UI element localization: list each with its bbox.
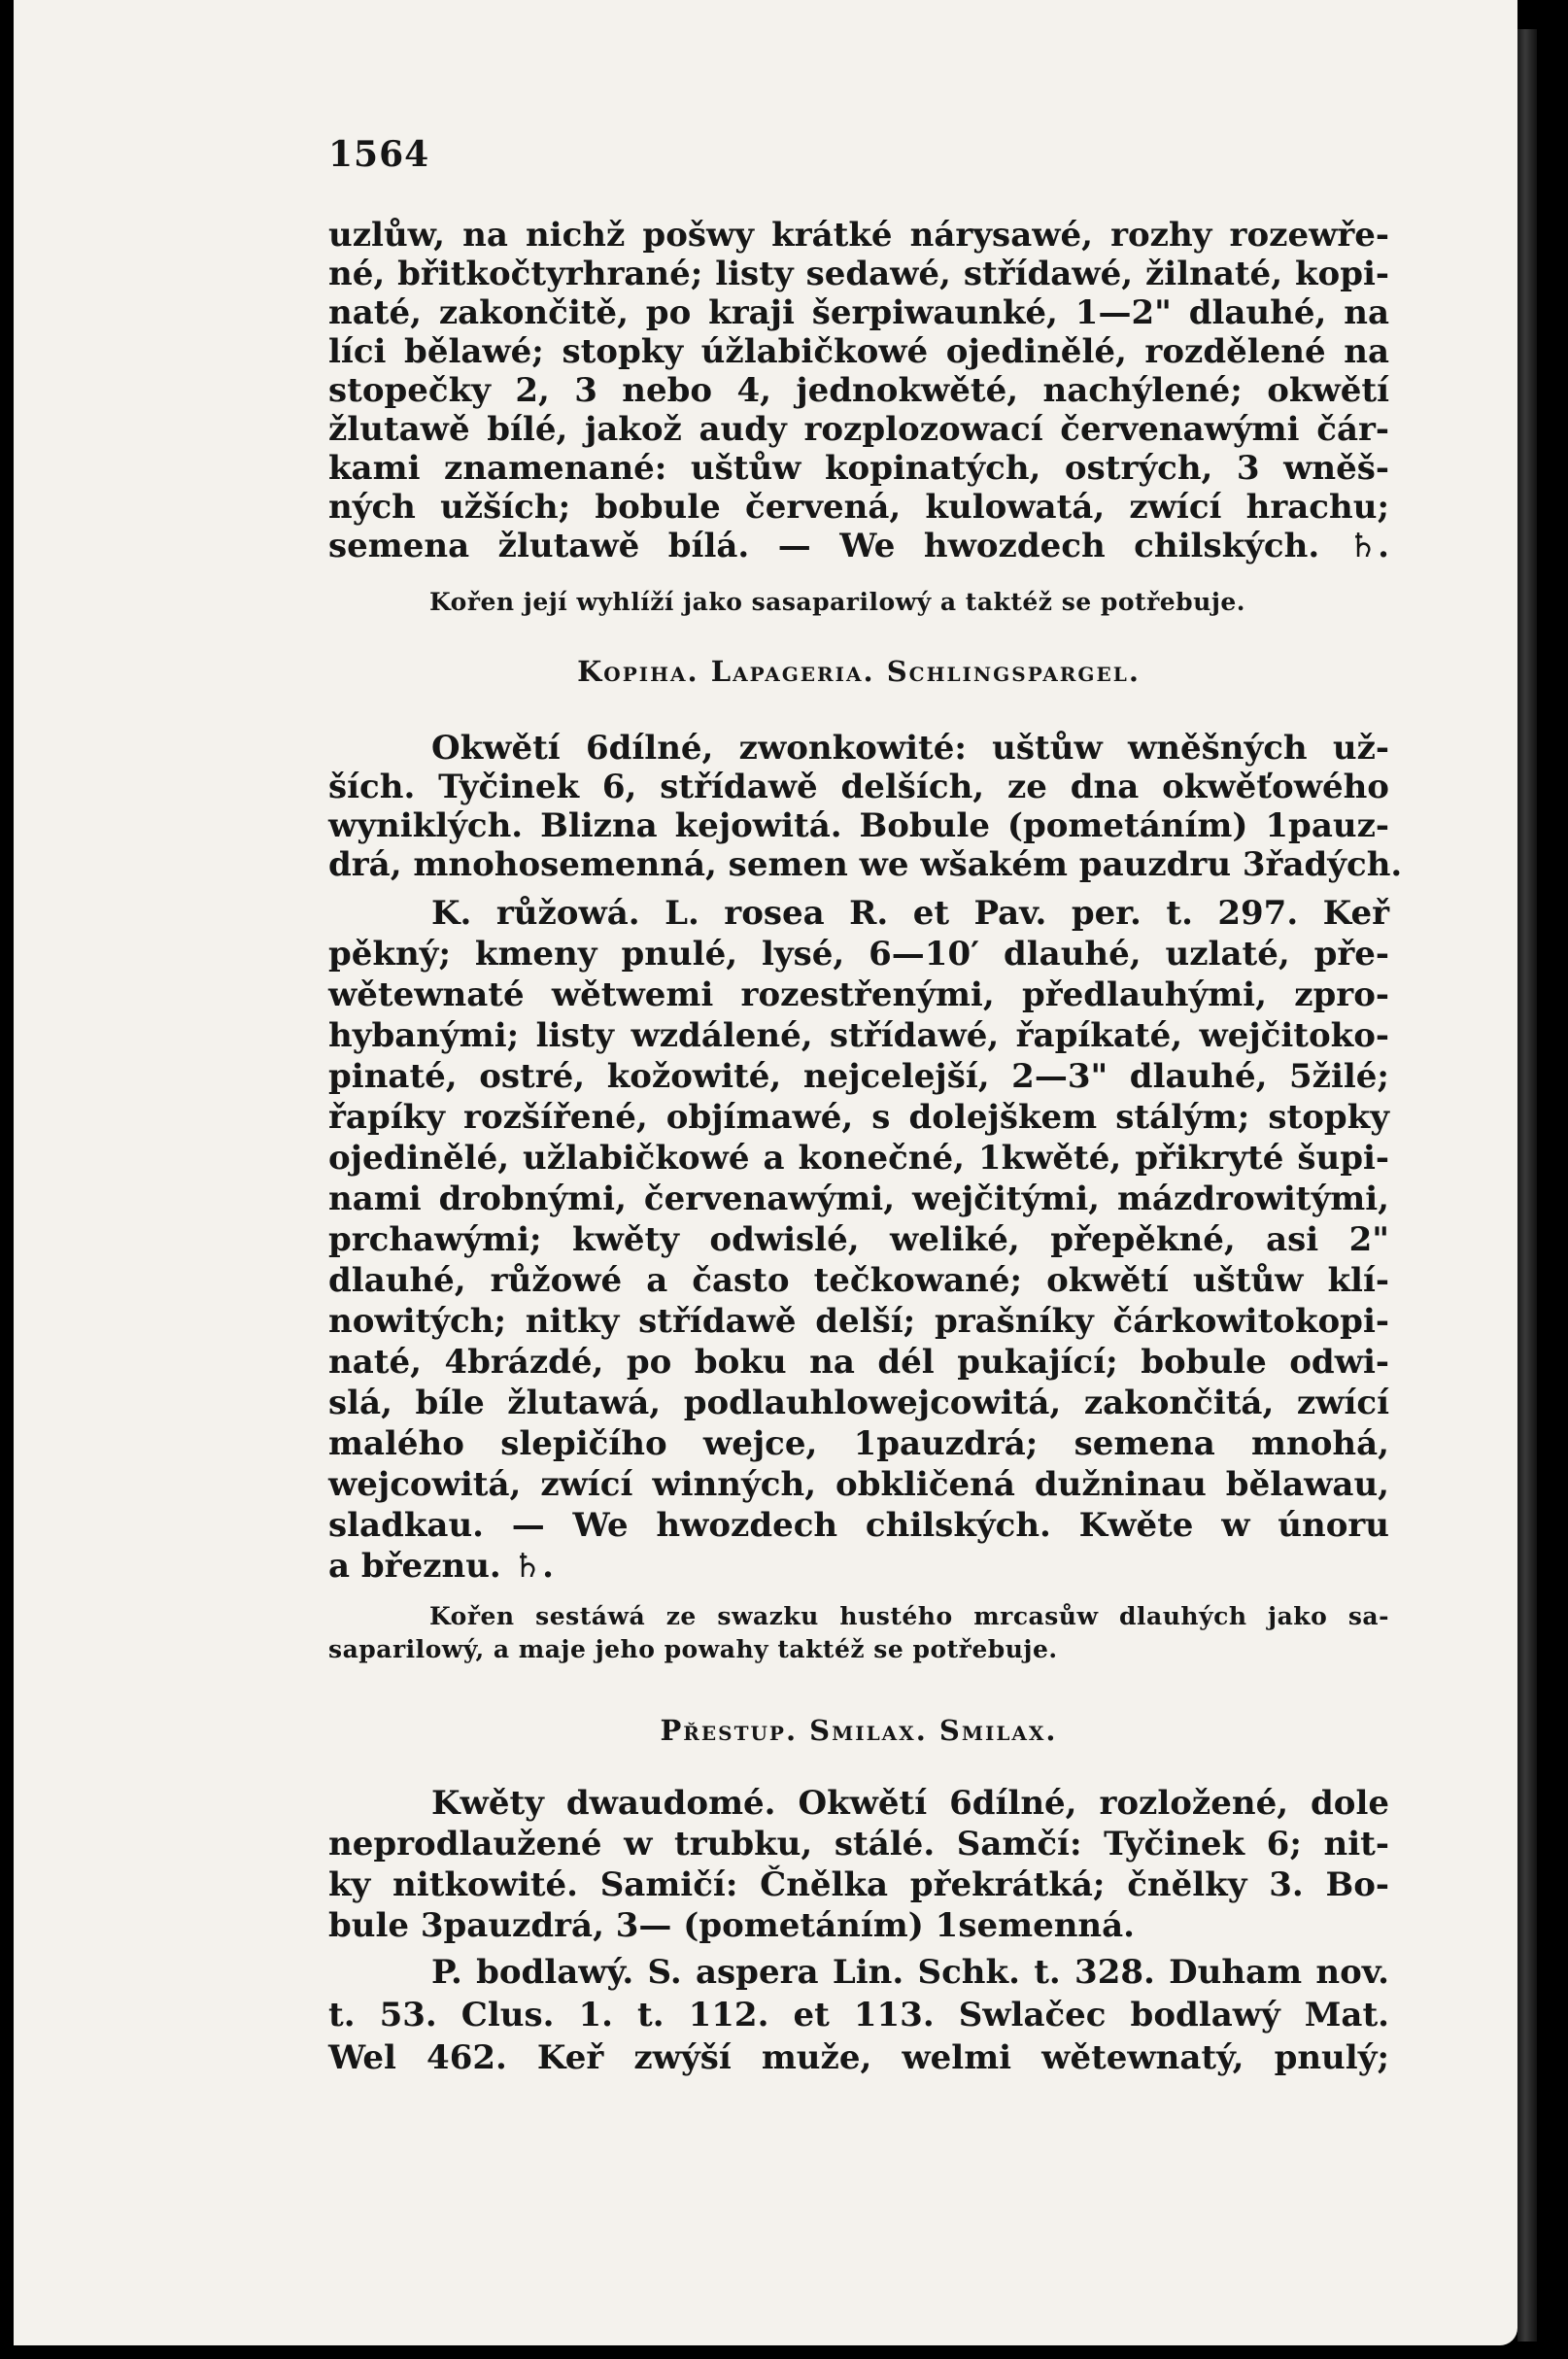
text-line: kami znamenané: uštůw kopinatých, ostrých, 3 wněš- [328, 449, 1389, 488]
text-line: wejcowitá, zwící winných, obkličená dužninau bělawau, [328, 1465, 1389, 1504]
text-line: neprodlaužené w trubku, stálé. Samčí: Tyčinek 6; nit- [328, 1825, 1389, 1863]
text-line: a březnu. ♄. [328, 1547, 554, 1586]
text-line: sladkau. — We hwozdech chilských. Kwěte w únoru [328, 1506, 1389, 1545]
text-line: P. bodlawý. S. aspera Lin. Schk. t. 328. Duham nov. [431, 1953, 1389, 1992]
text-line: t. 53. Clus. 1. t. 112. et 113. Swlačec bodlawý Mat. [328, 1996, 1389, 2034]
footnote-line: Kořen její wyhlíží jako sasaparilowý a taktéž se potřebuje. [429, 588, 1245, 616]
text-line: slá, bíle žlutawá, podlauhlowejcowitá, zakončitá, zwící [328, 1384, 1389, 1422]
text-line: ších. Tyčinek 6, střídawě delších, ze dna okwěťowého [328, 768, 1389, 806]
text-line: wyniklých. Blizna kejowitá. Bobule (pometáním) 1pauz- [328, 806, 1389, 845]
text-line: K. růžowá. L. rosea R. et Pav. per. t. 297. Keř [431, 894, 1389, 933]
text-line: nowitých; nitky střídawě delší; prašníky čárkowitokopi- [328, 1302, 1389, 1341]
text-line: né, břitkočtyrhrané; listy sedawé, střídawé, žilnaté, kopi- [328, 255, 1389, 293]
text-line: semena žlutawě bílá. — We hwozdech chilských. ♄. [328, 527, 1389, 565]
text-line: řapíky rozšířené, objímawé, s dolejškem stálým; stopky [328, 1098, 1389, 1137]
text-line: pinaté, ostré, kožowité, nejcelejší, 2—3" dlauhé, 5žilé; [328, 1057, 1389, 1096]
text-line: uzlůw, na nichž pošwy krátké nárysawé, rozhy rozewře- [328, 216, 1389, 255]
text-line: Kwěty dwaudomé. Okwětí 6dílné, rozložené, dole [431, 1784, 1389, 1823]
section-heading: Kopiha. Lapageria. Schlingspargel. [577, 655, 1141, 688]
text-line: žlutawě bílé, jakož audy rozplozowací červenawými čár- [328, 410, 1389, 449]
text-line: hybanými; listy wzdálené, střídawé, řapíkaté, wejčitoko- [328, 1016, 1389, 1055]
footnote-line: Kořen sestáwá ze swazku hustého mrcasůw dlauhých jako sa- [429, 1602, 1389, 1630]
page-edge-shadow [1517, 29, 1537, 2342]
text-line: ných užších; bobule červená, kulowatá, zwící hrachu; [328, 488, 1389, 527]
text-line: naté, 4brázdé, po boku na dél pukající; bobule odwi- [328, 1343, 1389, 1382]
text-line: naté, zakončitě, po kraji šerpiwaunké, 1—2" dlauhé, na [328, 293, 1389, 332]
text-line: stopečky 2, 3 nebo 4, jednokwěté, nachýlené; okwětí [328, 371, 1389, 410]
text-line: pěkný; kmeny pnulé, lysé, 6—10′ dlauhé, uzlaté, pře- [328, 935, 1389, 974]
text-line: ky nitkowité. Samičí: Čnělka překrátká; čnělky 3. Bo- [328, 1865, 1389, 1904]
section-heading: Přestup. Smilax. Smilax. [660, 1714, 1058, 1747]
text-line: Okwětí 6dílné, zwonkowité: uštůw wněšných už- [431, 729, 1389, 768]
text-line: nami drobnými, červenawými, wejčitými, mázdrowitými, [328, 1180, 1389, 1218]
text-line: dlauhé, růžowé a často tečkowané; okwětí uštůw klí- [328, 1261, 1389, 1300]
footnote-line: saparilowý, a maje jeho powahy taktéž se potřebuje. [328, 1635, 1058, 1663]
text-line: bule 3pauzdrá, 3— (pometáním) 1semenná. [328, 1906, 1136, 1945]
text-line: drá, mnohosemenná, semen we wšakém pauzdru 3řadých. [328, 845, 1403, 884]
text-line: Wel 462. Keř zwýší muže, welmi wětewnatý, pnulý; [328, 2038, 1389, 2077]
text-line: líci bělawé; stopky úžlabičkowé ojedinělé, rozdělené na [328, 332, 1389, 371]
text-line: ojedinělé, užlabičkowé a konečné, 1kwěté, přikryté šupi- [328, 1139, 1389, 1178]
text-line: prchawými; kwěty odwislé, weliké, přepěkné, asi 2" [328, 1220, 1389, 1259]
text-line: wětewnaté wětwemi rozestřenými, předlauhými, zpro- [328, 975, 1389, 1014]
text-line: malého slepičího wejce, 1pauzdrá; semena mnohá, [328, 1424, 1389, 1463]
page-number: 1564 [328, 134, 430, 175]
